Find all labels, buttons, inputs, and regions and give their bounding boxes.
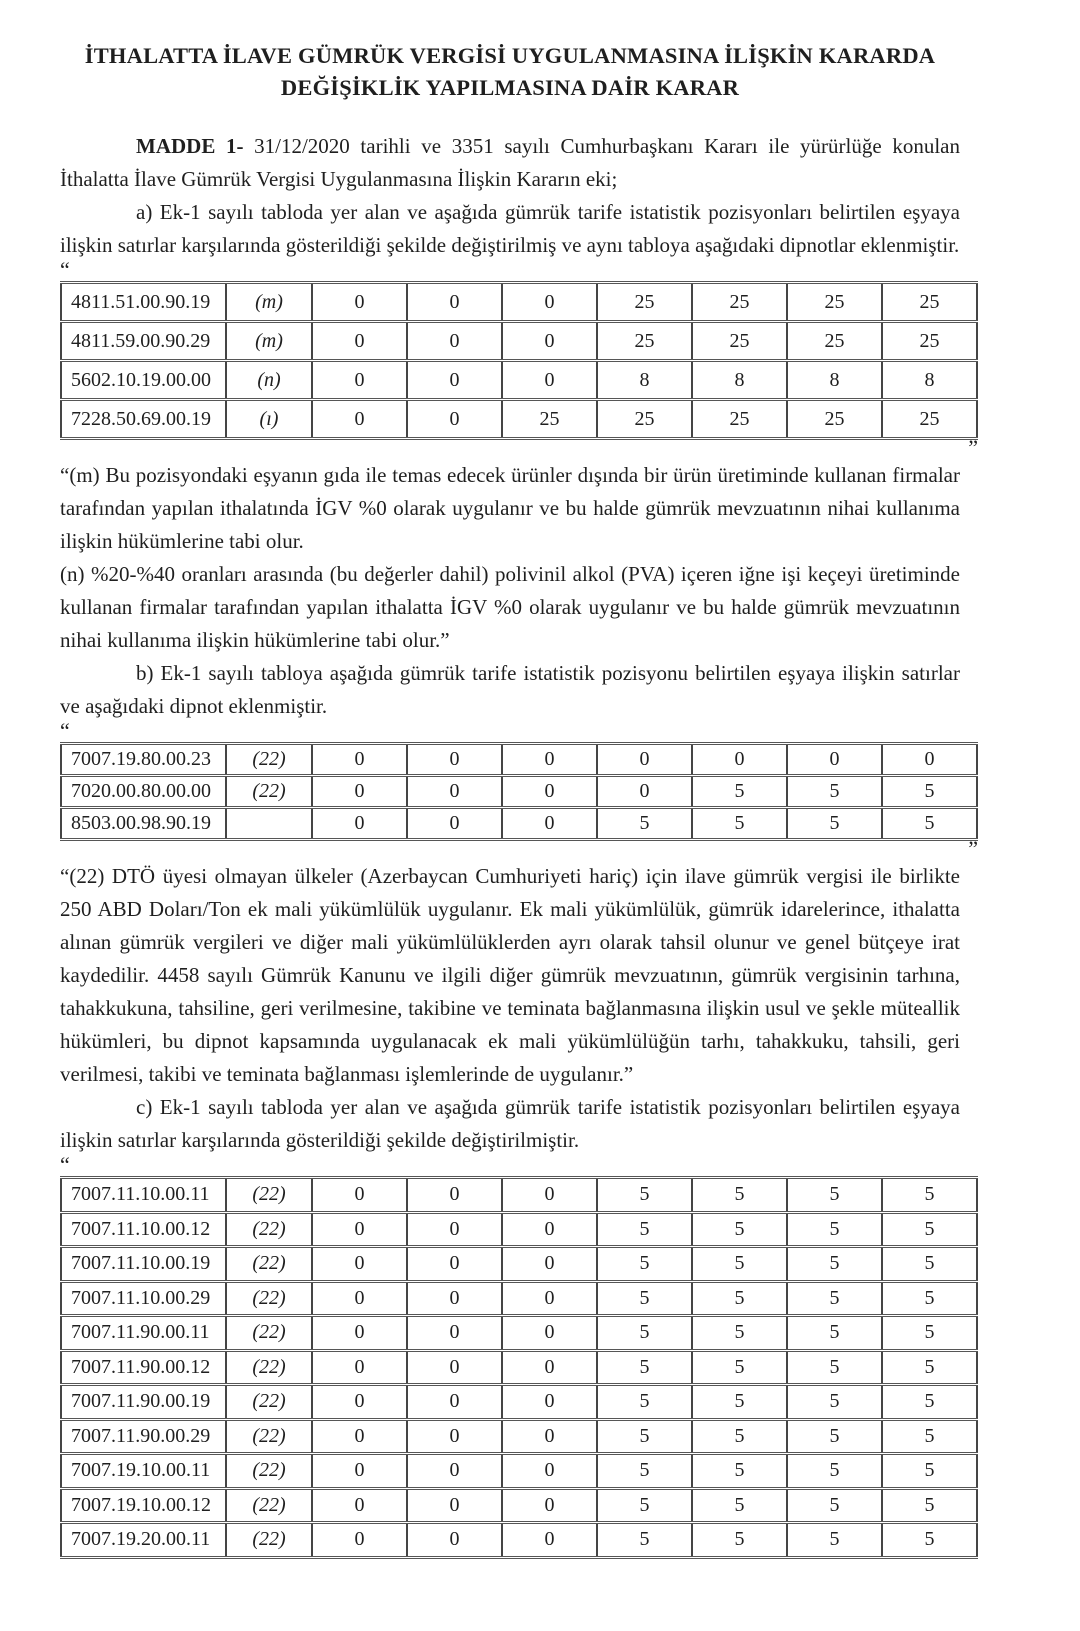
rate-cell: 25 — [882, 283, 977, 322]
rate-cell: 0 — [597, 744, 692, 776]
rate-cell: 5 — [597, 1247, 692, 1282]
rate-cell: 5 — [692, 1419, 787, 1454]
rate-cell: 5 — [597, 1488, 692, 1523]
tariff-row — [61, 361, 977, 400]
rate-cell: 0 — [407, 1523, 502, 1558]
tariff-row — [61, 776, 977, 808]
rate-cell: 0 — [407, 1454, 502, 1489]
rate-cell: 0 — [407, 1281, 502, 1316]
paragraph-item-c: c) Ek-1 sayılı tabloda yer alan ve aşağıda gümrük tarife istatistik pozisyonları belirtilen eşyaya ilişkin satırlar karşılarında gösterildiği şekilde değiştirilmiştir. — [60, 1095, 960, 1152]
footnote-ref-cell: (22) — [226, 1350, 312, 1385]
footnote-ref-cell: (22) — [226, 776, 312, 808]
rate-cell: 5 — [787, 1385, 882, 1420]
rate-cell: 25 — [692, 322, 787, 361]
rate-cell: 0 — [312, 1281, 407, 1316]
gtip-code-cell: 7007.11.90.00.19 — [61, 1385, 226, 1420]
rate-cell: 0 — [407, 1316, 502, 1351]
rate-cell: 5 — [692, 1523, 787, 1558]
tariff-table-3 — [60, 1176, 978, 1559]
rate-cell: 5 — [787, 776, 882, 808]
tariff-table-2 — [60, 742, 978, 841]
rate-cell: 5 — [882, 776, 977, 808]
rate-cell: 5 — [787, 1350, 882, 1385]
rate-cell: 5 — [882, 808, 977, 840]
rate-cell: 0 — [407, 1419, 502, 1454]
footnote-m: “(m) Bu pozisyondaki eşyanın gıda ile temas edecek ürünler dışında bir ürün üretiminde kullanan firmalar tarafından yapılan ithalatında İGV %0 olarak uygulanır ve bu halde gümrük mevzuatının nihai kullanıma ilişkin hükümlerine tabi olur. — [60, 463, 960, 553]
rate-cell: 0 — [502, 1454, 597, 1489]
tariff-row — [61, 322, 977, 361]
rate-cell: 5 — [787, 1488, 882, 1523]
rate-cell: 0 — [312, 1247, 407, 1282]
footnote-ref-cell: (n) — [226, 361, 312, 400]
tariff-row — [61, 1523, 977, 1558]
rate-cell: 0 — [312, 776, 407, 808]
rate-cell: 0 — [407, 744, 502, 776]
rate-cell: 8 — [597, 361, 692, 400]
footnote-ref-cell: (22) — [226, 1316, 312, 1351]
rate-cell: 8 — [692, 361, 787, 400]
rate-cell: 5 — [597, 1178, 692, 1213]
tariff-row — [61, 1212, 977, 1247]
footnote-22: “(22) DTÖ üyesi olmayan ülkeler (Azerbaycan Cumhuriyeti hariç) için ilave gümrük vergisi ile birlikte 250 ABD Doları/Ton ek mali yükümlülük uygulanır. Ek mali yükümlülük, gümrük idarelerince, ithalatta alınan gümrük vergileri ve diğer mali yükümlülüklerden ayrı olarak tahsil olunur ve genel bütçeye irat kaydedilir. 4458 sayılı Gümrük Kanunu ve ilgili diğer gümrük mevzuatının, gümrük vergisinin tarhına, tahakkukuna, tahsiline, geri verilmesine, takibine ve teminata bağlanmasına ilişkin usul ve şekle müteallik hükümleri, bu dipnot kapsamında uygulanacak ek mali yükümlülüğün tarhı, tahakkuku, tahsili, geri verilmesi, takibi ve teminata bağlanması işlemlerinde de uygulanır.” — [60, 864, 960, 1086]
rate-cell: 0 — [502, 322, 597, 361]
gtip-code-cell: 7007.11.90.00.12 — [61, 1350, 226, 1385]
rate-cell: 0 — [312, 1212, 407, 1247]
open-quote-table3: “ — [60, 1152, 70, 1177]
rate-cell: 0 — [502, 1419, 597, 1454]
rate-cell: 0 — [882, 744, 977, 776]
rate-cell: 5 — [882, 1454, 977, 1489]
rate-cell: 5 — [692, 1212, 787, 1247]
rate-cell: 5 — [787, 1212, 882, 1247]
footnote-ref-cell: (22) — [226, 744, 312, 776]
rate-cell: 0 — [312, 808, 407, 840]
rate-cell: 5 — [787, 1523, 882, 1558]
tariff-row — [61, 744, 977, 776]
footnote-ref-cell: (22) — [226, 1212, 312, 1247]
rate-cell: 25 — [882, 400, 977, 439]
gtip-code-cell: 4811.59.00.90.29 — [61, 322, 226, 361]
document-title — [60, 40, 960, 104]
tariff-row — [61, 1247, 977, 1282]
tariff-row — [61, 400, 977, 439]
rate-cell: 5 — [692, 1488, 787, 1523]
rate-cell: 25 — [787, 283, 882, 322]
rate-cell: 0 — [312, 1385, 407, 1420]
footnote-ref-cell: (22) — [226, 1385, 312, 1420]
rate-cell: 25 — [597, 322, 692, 361]
rate-cell: 0 — [312, 1488, 407, 1523]
rate-cell: 5 — [597, 1212, 692, 1247]
rate-cell: 0 — [502, 744, 597, 776]
rate-cell: 0 — [502, 1178, 597, 1213]
rate-cell: 0 — [502, 776, 597, 808]
rate-cell: 5 — [692, 1350, 787, 1385]
rate-cell: 25 — [692, 283, 787, 322]
rate-cell: 0 — [502, 1281, 597, 1316]
open-quote-table2: “ — [60, 718, 70, 743]
rate-cell: 0 — [312, 283, 407, 322]
tariff-row — [61, 1178, 977, 1213]
gtip-code-cell: 5602.10.19.00.00 — [61, 361, 226, 400]
rate-cell: 5 — [597, 1419, 692, 1454]
tariff-row — [61, 808, 977, 840]
rate-cell: 5 — [787, 1178, 882, 1213]
rate-cell: 5 — [882, 1523, 977, 1558]
gtip-code-cell: 7007.11.90.00.29 — [61, 1419, 226, 1454]
rate-cell: 5 — [597, 1454, 692, 1489]
rate-cell: 5 — [787, 1316, 882, 1351]
gtip-code-cell: 7007.11.90.00.11 — [61, 1316, 226, 1351]
rate-cell: 5 — [692, 1316, 787, 1351]
rate-cell: 0 — [502, 1488, 597, 1523]
rate-cell: 5 — [692, 1281, 787, 1316]
gtip-code-cell: 7228.50.69.00.19 — [61, 400, 226, 439]
close-quote-table2: ” — [968, 836, 978, 861]
rate-cell: 5 — [882, 1316, 977, 1351]
rate-cell: 0 — [407, 1350, 502, 1385]
title-line-2: DEĞİŞİKLİK YAPILMASINA DAİR KARAR — [280, 75, 740, 100]
rate-cell: 0 — [502, 808, 597, 840]
gtip-code-cell: 7007.11.10.00.19 — [61, 1247, 226, 1282]
rate-cell: 0 — [597, 776, 692, 808]
tariff-row — [61, 283, 977, 322]
open-quote-table1: “ — [60, 257, 70, 282]
gtip-code-cell: 7007.19.10.00.11 — [61, 1454, 226, 1489]
rate-cell: 5 — [882, 1178, 977, 1213]
rate-cell: 0 — [312, 744, 407, 776]
gtip-code-cell: 7007.11.10.00.11 — [61, 1178, 226, 1213]
footnote-ref-cell: (22) — [226, 1488, 312, 1523]
rate-cell: 0 — [312, 1454, 407, 1489]
rate-cell: 0 — [502, 283, 597, 322]
footnote-ref-cell: (m) — [226, 283, 312, 322]
rate-cell: 0 — [692, 744, 787, 776]
rate-cell: 0 — [502, 1523, 597, 1558]
rate-cell: 5 — [882, 1385, 977, 1420]
rate-cell: 0 — [502, 1212, 597, 1247]
rate-cell: 5 — [692, 776, 787, 808]
rate-cell: 5 — [787, 1454, 882, 1489]
rate-cell: 0 — [407, 1247, 502, 1282]
footnote-ref-cell: (22) — [226, 1419, 312, 1454]
rate-cell: 25 — [502, 400, 597, 439]
tariff-row — [61, 1281, 977, 1316]
rate-cell: 0 — [407, 1178, 502, 1213]
rate-cell: 25 — [597, 283, 692, 322]
rate-cell: 5 — [787, 1281, 882, 1316]
footnote-ref-cell: (22) — [226, 1523, 312, 1558]
rate-cell: 5 — [597, 1385, 692, 1420]
gtip-code-cell: 7020.00.80.00.00 — [61, 776, 226, 808]
rate-cell: 0 — [407, 1385, 502, 1420]
gtip-code-cell: 7007.19.20.00.11 — [61, 1523, 226, 1558]
rate-cell: 5 — [882, 1212, 977, 1247]
footnote-ref-cell: (22) — [226, 1178, 312, 1213]
gtip-code-cell: 7007.11.10.00.29 — [61, 1281, 226, 1316]
gtip-code-cell: 7007.19.10.00.12 — [61, 1488, 226, 1523]
rate-cell: 8 — [882, 361, 977, 400]
rate-cell: 5 — [882, 1419, 977, 1454]
footnote-ref-cell: (ı) — [226, 400, 312, 439]
rate-cell: 5 — [882, 1350, 977, 1385]
rate-cell: 5 — [692, 1454, 787, 1489]
tariff-row — [61, 1385, 977, 1420]
tariff-row — [61, 1419, 977, 1454]
rate-cell: 5 — [882, 1488, 977, 1523]
tariff-row — [61, 1350, 977, 1385]
paragraph-item-a: a) Ek-1 sayılı tabloda yer alan ve aşağıda gümrük tarife istatistik pozisyonları belirtilen eşyaya ilişkin satırlar karşılarında gösterildiği şekilde değiştirilmiş ve aynı tabloya aşağıdaki dipnotlar eklenmiştir. — [60, 200, 960, 257]
rate-cell: 0 — [312, 1316, 407, 1351]
footnote-ref-cell: (22) — [226, 1247, 312, 1282]
rate-cell: 0 — [407, 1212, 502, 1247]
footnote-ref-cell: (m) — [226, 322, 312, 361]
rate-cell: 0 — [502, 1316, 597, 1351]
rate-cell: 0 — [312, 1419, 407, 1454]
rate-cell: 0 — [312, 1523, 407, 1558]
rate-cell: 5 — [692, 1385, 787, 1420]
rate-cell: 0 — [312, 400, 407, 439]
rate-cell: 0 — [787, 744, 882, 776]
rate-cell: 0 — [502, 361, 597, 400]
rate-cell: 5 — [692, 1178, 787, 1213]
rate-cell: 5 — [597, 1523, 692, 1558]
rate-cell: 0 — [312, 1178, 407, 1213]
rate-cell: 5 — [882, 1281, 977, 1316]
rate-cell: 0 — [407, 776, 502, 808]
tariff-row — [61, 1488, 977, 1523]
tariff-row — [61, 1454, 977, 1489]
rate-cell: 5 — [787, 808, 882, 840]
gtip-code-cell: 7007.11.10.00.12 — [61, 1212, 226, 1247]
rate-cell: 0 — [312, 1350, 407, 1385]
footnote-ref-cell — [226, 808, 312, 840]
rate-cell: 5 — [882, 1247, 977, 1282]
madde1-label: MADDE 1- — [136, 134, 244, 158]
tariff-table-1 — [60, 281, 978, 440]
rate-cell: 0 — [407, 322, 502, 361]
rate-cell: 5 — [787, 1247, 882, 1282]
gtip-code-cell: 7007.19.80.00.23 — [61, 744, 226, 776]
rate-cell: 0 — [502, 1350, 597, 1385]
rate-cell: 0 — [407, 808, 502, 840]
rate-cell: 5 — [597, 1316, 692, 1351]
rate-cell: 5 — [597, 808, 692, 840]
paragraph-madde1 — [60, 130, 960, 196]
title-line-1: İTHALATTA İLAVE GÜMRÜK VERGİSİ UYGULANMASINA İLİŞKİN KARARDA — [84, 43, 936, 68]
rate-cell: 5 — [692, 1247, 787, 1282]
rate-cell: 5 — [692, 808, 787, 840]
rate-cell: 0 — [407, 400, 502, 439]
footnote-n: (n) %20-%40 oranları arasında (bu değerler dahil) polivinil alkol (PVA) içeren iğne işi keçeyi üretiminde kullanan firmalar tarafından yapılan ithalatta İGV %0 olarak uygulanır ve bu halde gümrük mevzuatının nihai kullanıma ilişkin hükümlerine tabi olur.” — [60, 562, 960, 652]
rate-cell: 0 — [407, 361, 502, 400]
gtip-code-cell: 4811.51.00.90.19 — [61, 283, 226, 322]
rate-cell: 25 — [692, 400, 787, 439]
rate-cell: 0 — [502, 1247, 597, 1282]
rate-cell: 0 — [312, 322, 407, 361]
paragraph-item-b: b) Ek-1 sayılı tabloya aşağıda gümrük tarife istatistik pozisyonu belirtilen eşyaya ilişkin satırlar ve aşağıdaki dipnot eklenmiştir. — [60, 661, 960, 718]
rate-cell: 0 — [502, 1385, 597, 1420]
footnote-ref-cell: (22) — [226, 1454, 312, 1489]
rate-cell: 0 — [407, 1488, 502, 1523]
close-quote-table1: ” — [968, 435, 978, 460]
rate-cell: 5 — [787, 1419, 882, 1454]
tariff-row — [61, 1316, 977, 1351]
rate-cell: 25 — [787, 322, 882, 361]
madde1-text: 31/12/2020 tarihli ve 3351 sayılı Cumhurbaşkanı Kararı ile yürürlüğe konulan İthalatta İlave Gümrük Vergisi Uygulanmasına İlişkin Kararın eki; — [60, 134, 960, 191]
rate-cell: 25 — [787, 400, 882, 439]
footnote-ref-cell: (22) — [226, 1281, 312, 1316]
rate-cell: 5 — [597, 1281, 692, 1316]
rate-cell: 5 — [597, 1350, 692, 1385]
rate-cell: 25 — [882, 322, 977, 361]
rate-cell: 25 — [597, 400, 692, 439]
rate-cell: 0 — [407, 283, 502, 322]
gtip-code-cell: 8503.00.98.90.19 — [61, 808, 226, 840]
rate-cell: 8 — [787, 361, 882, 400]
rate-cell: 0 — [312, 361, 407, 400]
